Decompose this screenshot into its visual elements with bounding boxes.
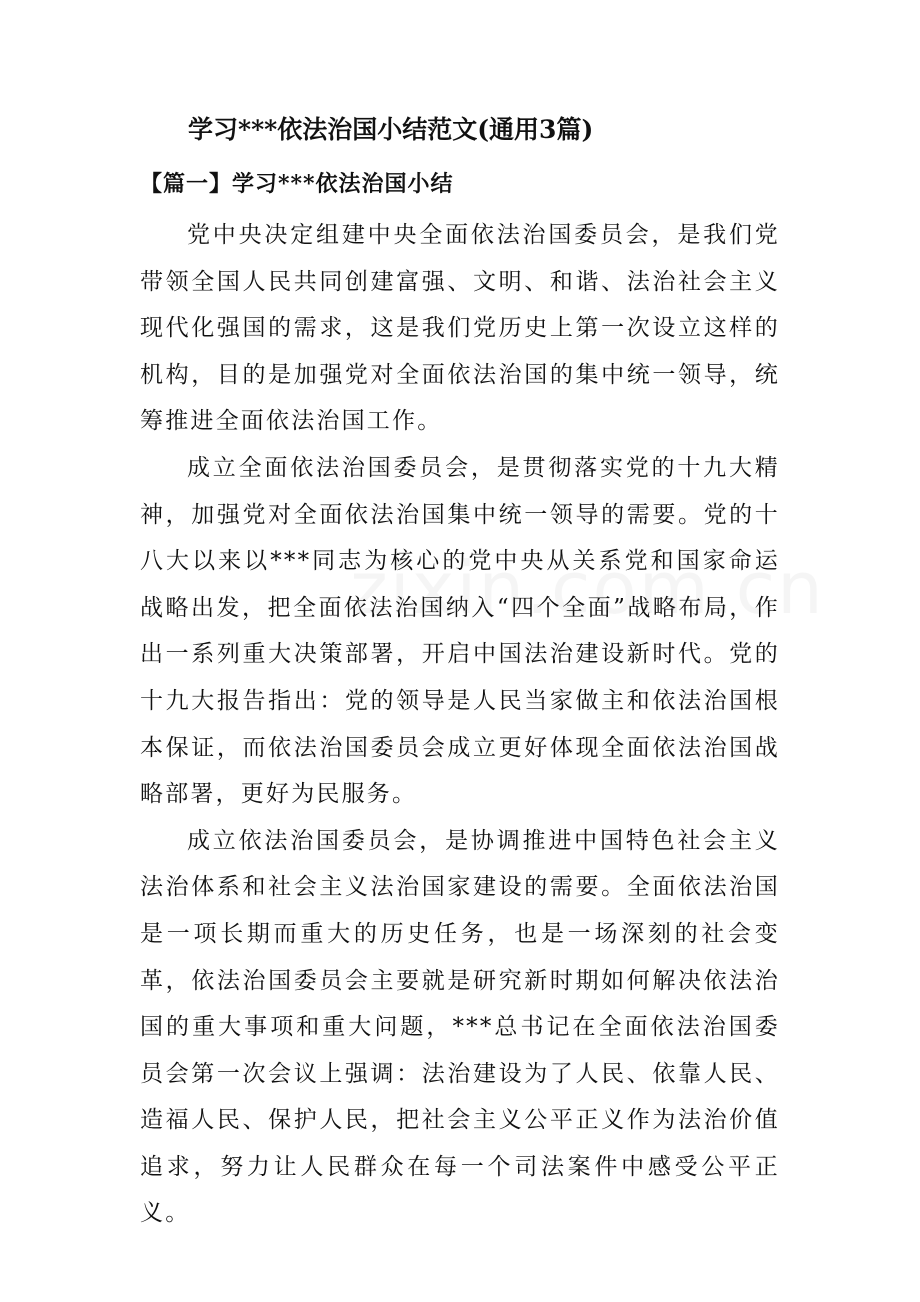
document-body xyxy=(140,212,780,1237)
document-title: 学习***依法治国小结范文(通用3篇) xyxy=(188,115,594,144)
paragraph-1: 党中央决定组建中央全面依法治国委员会，是我们党带领全国人民共同创建富强、文明、和谐、法治社会主义现代化强国的需求，这是我们党历史上第一次设立这样的机构，目的是加强党对全面依法治国的集中统一领导，统筹推进全面依法治国工作。 xyxy=(140,222,780,435)
paragraph-2: 成立全面依法治国委员会，是贯彻落实党的十九大精神，加强党对全面依法治国集中统一领导的需要。党的十八大以来以***同志为核心的党中央从关系党和国家命运战略出发，把全面依法治国纳入“四个全面”战略布局，作出一系列重大决策部署，开启中国法治建设新时代。党的十九大报告指出：党的领导是人民当家做主和依法治国根本保证，而依法治国委员会成立更好体现全面依法治国战略部署，更好为民服务。 xyxy=(140,454,780,808)
section-heading: 【篇一】学习***依法治国小结 xyxy=(140,171,454,197)
paragraph-3: 成立依法治国委员会，是协调推进中国特色社会主义法治体系和社会主义法治国家建设的需要。全面依法治国是一项长期而重大的历史任务，也是一场深刻的社会变革，依法治国委员会主要就是研究新时期如何解决依法治国的重大事项和重大问题，***总书记在全面依法治国委员会第一次会议上强调：法治建设为了人民、依靠人民、造福人民、保护人民，把社会主义公平正义作为法治价值追求，努力让人民群众在每一个司法案件中感受公平正义。 xyxy=(140,827,780,1227)
